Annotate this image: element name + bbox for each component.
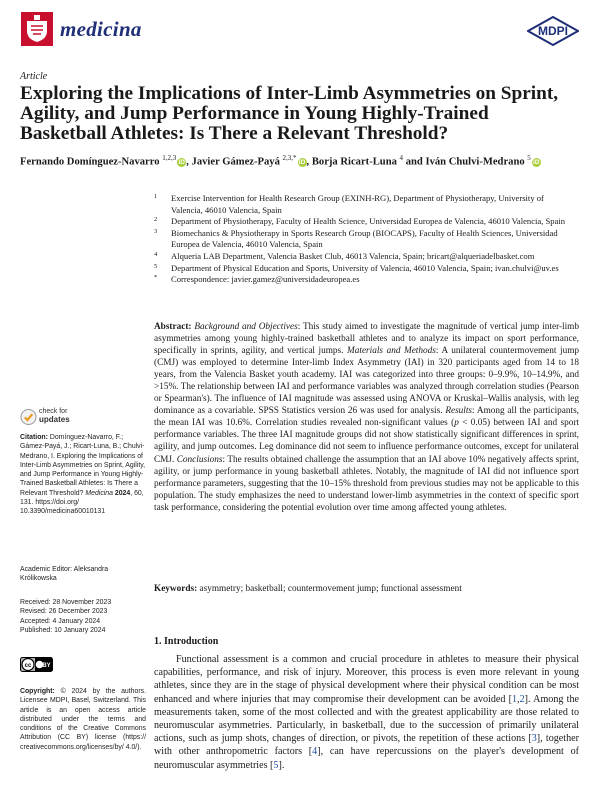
- orcid-icon[interactable]: iD: [533, 158, 540, 166]
- journal-name: medicina: [60, 17, 142, 41]
- citation-link[interactable]: 1: [512, 693, 518, 705]
- author-name[interactable]: Fernando Domínguez-Navarro: [20, 156, 160, 168]
- author-name[interactable]: Javier Gámez-Payá: [191, 156, 280, 168]
- publication-dates: [20, 598, 146, 635]
- svg-text:cc: cc: [24, 662, 32, 669]
- check-for-updates-icon[interactable]: [20, 408, 37, 426]
- affiliation-item: 3 Biomechanics & Physiotherapy in Sports Research Group (BIOCAPS), Faculty of Health Sciences, Universidad Europea de Valencia, 46010 Valencia, Spain: [154, 227, 558, 250]
- citation-link[interactable]: 5: [273, 759, 279, 771]
- authors-conjunction: and: [405, 156, 423, 168]
- published-date: Published: 10 January 2024: [20, 626, 106, 634]
- check-for-updates-label[interactable]: check for updates: [39, 408, 70, 424]
- affiliation-item: 2 Department of Physiotherapy, Faculty of Health Science, Universidad Europea de Valencia, 46010 Valencia, Spain: [154, 216, 566, 227]
- author-affiliation-marks: 5: [527, 154, 531, 162]
- journal-logo: [20, 11, 54, 47]
- affiliations: [154, 193, 574, 286]
- affiliation-item: 4 Alqueria LAB Department, Valencia Basket Club, 46013 Valencia, Spain; bricart@alqueriadelbasket.com: [154, 250, 535, 261]
- orcid-icon[interactable]: iD: [178, 158, 185, 166]
- academic-editor: Academic Editor: Aleksandra Królikowska: [20, 566, 109, 583]
- abstract: Abstract: Background and Objectives: This study aimed to investigate the magnitude of vertical jump inter-limb asymmetries among young highly-trained basketball athletes and to analyze its impact on sport performance, specifically in sprints, agility, and vertical jumps. Materials and Methods: A unilateral countermovement jump (CMJ) was employed to determine Inter-limb Index Asymmetry (IAI) in 320 participants aged from 14 to 18 years, from the Valencia Basket youth academy. IAI was categorized into three groups: 0–9.9%, 10–14.9%, and >15%. The relationship between IAI and performance variables was analyzed through correlation studies (Pearson or Spearman's). The influence of IAI magnitude was assessed using ANOVA or Kruskal–Wallis analysis, with leg dominance as a covariable. SPSS Statistics version 26 was used for analysis. Results: Among all the participants, the mean IAI was 10.6%. Correlation studies revealed non-significant values (p < 0.05) between IAI and sport performance variables. The three IAI magnitude groups did not show statistically significant differences in sprint, agility, and jump outcomes. Leg dominance did not seem to influence performance outcomes, except for unilateral CMJ. Conclusions: The results obtained challenge the assumption that an IAI above 10% negatively affects sprint, agility, or jump performance in young basketball athletes. Notably, the magnitude of IAI did not influence sport performance parameters, suggesting that the 10–15% threshold from previous studies may not be applicable to this population. The study emphasizes the need to understand lower-limb asymmetries in the context of specific sport task performance, considering the potential evolution over time among affected young athletes.: [154, 322, 580, 513]
- orcid-icon[interactable]: iD: [298, 158, 306, 166]
- author-affiliation-marks: 2,3,*: [282, 154, 297, 162]
- citation-link[interactable]: 4: [312, 746, 318, 758]
- copyright-notice: Copyright: © 2024 by the authors. Licensee MDPI, Basel, Switzerland. This article is an open access article distributed under the terms and conditions of the Creative Commons Attribution (CC BY) license (https:// creativecommons.org/licenses/by/ 4.0/).: [20, 688, 146, 751]
- author-name[interactable]: Borja Ricart-Luna: [311, 156, 397, 168]
- author-list: Fernando Domínguez-Navarro $^{1,2,3}$iD, Javier Gámez-Payá $^{2,3,*}$iD, Borja Ricart-Luna $^4$ and Iván Chulvi-Medrano $^5$iD: [20, 154, 540, 168]
- svg-text:BY: BY: [42, 663, 51, 669]
- author-affiliation-marks: 1,2,3: [162, 154, 177, 162]
- keywords: Keywords: asymmetry; basketball; countermovement jump; functional assessment: [154, 584, 462, 594]
- intro-paragraph: Functional assessment is a common and crucial procedure in athletes to measure their physical capabilities, performance, and risk of injury. Moreover, this process is even more relevant in young athletes, since they are in the stage of physical development where their physical condition can be most enhanced and where injuries that may compromise their development can be avoided [1,2]. Among the measurements taken, some of the most collected and with the greatest applicability are those related to neuromuscular asymmetries. Particularly, in basketball, due to the succession of primarily unilateral actions, such as jump shots, changes of direction, or pivots, the repetition of these actions [3], together with other anthropometric factors [4], can have repercussions on the player's development of neuromuscular asymmetries [5].: [154, 654, 579, 771]
- article-title: Exploring the Implications of Inter-Limb Asymmetries on Sprint, Agility, and Jump Performance in Young Highly-Trained Basketball Athletes: Is There a Relevant Threshold?: [20, 83, 559, 144]
- citation-link[interactable]: 3: [531, 733, 537, 745]
- citation-link[interactable]: 2: [519, 693, 525, 705]
- correspondence: * Correspondence: javier.gamez@universidadeuropea.es: [154, 274, 360, 285]
- affiliation-item: 1 Exercise Intervention for Health Research Group (EXINH-RG), Department of Physiotherapy, University of Valencia, 46010 Valencia, Spain: [154, 193, 544, 215]
- received-date: Received: 28 November 2023: [20, 599, 112, 606]
- cc-by-license-icon[interactable]: [20, 657, 53, 672]
- section-heading: 1. Introduction: [154, 636, 219, 647]
- affiliation-item: 5 Department of Physical Education and Sports, University of Valencia, 46010 Valencia, Spain; ivan.chulvi@uv.es: [154, 262, 559, 273]
- revised-date: Revised: 26 December 2023: [20, 608, 108, 616]
- article-type: Article: [20, 71, 48, 82]
- author-name[interactable]: Iván Chulvi-Medrano: [425, 156, 525, 168]
- citation: Citation: Domínguez-Navarro, F.; Gámez-Payá, J.; Ricart-Luna, B.; Chulvi-Medrano, I. Exploring the Implications of Inter-Limb Asymmetries on Sprint, Agility, and Jump Performance in Young Highly-Trained Basketball Athletes: Is There a Relevant Threshold? Medicina 2024, 60, 131. https://doi.org/ 10.3390/medicina60010131: [20, 434, 146, 515]
- mdpi-logo: [527, 16, 579, 46]
- author-affiliation-marks: 4: [399, 154, 404, 162]
- accepted-date: Accepted: 4 January 2024: [20, 617, 101, 625]
- svg-text:MDPI: MDPI: [538, 24, 568, 38]
